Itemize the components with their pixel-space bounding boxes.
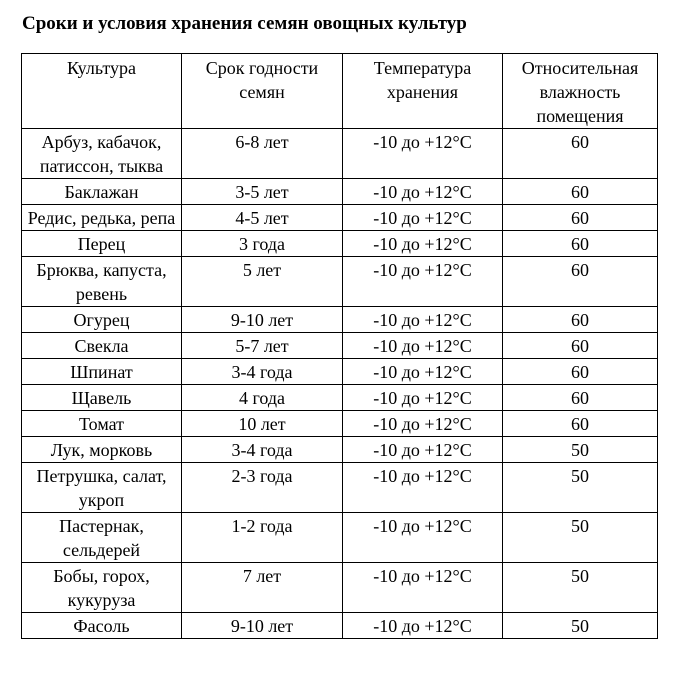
seed-storage-table [21,53,658,639]
crop-cell: Петрушка, салат, укроп [22,463,182,513]
table-row [22,231,658,257]
crop-cell: Шпинат [22,359,182,385]
shelf-life-cell: 5-7 лет [182,333,343,359]
temperature-cell: -10 до +12°C [343,463,503,513]
humidity-cell: 60 [503,179,658,205]
page-title: Сроки и условия хранения семян овощных культур [22,13,467,34]
temperature-cell: -10 до +12°C [343,513,503,563]
shelf-life-cell: 6-8 лет [182,129,343,179]
table-row [22,179,658,205]
shelf-life-cell: 5 лет [182,257,343,307]
crop-cell: Лук, морковь [22,437,182,463]
temperature-cell: -10 до +12°C [343,437,503,463]
temperature-cell: -10 до +12°C [343,385,503,411]
temperature-cell: -10 до +12°C [343,205,503,231]
crop-cell: Фасоль [22,613,182,639]
crop-cell: Огурец [22,307,182,333]
table-row [22,437,658,463]
temperature-cell: -10 до +12°C [343,563,503,613]
table-row [22,463,658,513]
header-row [22,54,658,129]
crop-cell: Щавель [22,385,182,411]
table-body [22,129,658,639]
shelf-life-cell: 9-10 лет [182,307,343,333]
humidity-cell: 50 [503,463,658,513]
table-header [22,54,658,129]
table-row [22,333,658,359]
temperature-cell: -10 до +12°C [343,333,503,359]
temperature-cell: -10 до +12°C [343,613,503,639]
humidity-cell: 60 [503,129,658,179]
shelf-life-cell: 3-4 года [182,359,343,385]
table-row [22,359,658,385]
table-row [22,385,658,411]
humidity-cell: 60 [503,231,658,257]
humidity-cell: 50 [503,437,658,463]
humidity-cell: 60 [503,411,658,437]
shelf-life-cell: 7 лет [182,563,343,613]
humidity-cell: 60 [503,205,658,231]
table-row [22,513,658,563]
shelf-life-cell: 2-3 года [182,463,343,513]
crop-cell: Баклажан [22,179,182,205]
crop-cell: Свекла [22,333,182,359]
shelf-life-cell: 1-2 года [182,513,343,563]
temperature-cell: -10 до +12°C [343,359,503,385]
temperature-cell: -10 до +12°C [343,231,503,257]
table-row [22,257,658,307]
table-row [22,205,658,231]
humidity-cell: 60 [503,359,658,385]
shelf-life-cell: 9-10 лет [182,613,343,639]
crop-cell: Пастернак, сельдерей [22,513,182,563]
humidity-cell: 60 [503,385,658,411]
crop-cell: Арбуз, кабачок, патиссон, тыква [22,129,182,179]
shelf-life-cell: 4-5 лет [182,205,343,231]
crop-cell: Редис, редька, репа [22,205,182,231]
temperature-cell: -10 до +12°C [343,129,503,179]
table-row [22,613,658,639]
shelf-life-cell: 3-5 лет [182,179,343,205]
crop-cell: Брюква, капуста, ревень [22,257,182,307]
crop-cell: Перец [22,231,182,257]
shelf-life-cell: 3-4 года [182,437,343,463]
humidity-cell: 50 [503,563,658,613]
table-row [22,129,658,179]
humidity-cell: 50 [503,513,658,563]
humidity-cell: 60 [503,257,658,307]
humidity-cell: 60 [503,333,658,359]
shelf-life-cell: 10 лет [182,411,343,437]
table-row [22,411,658,437]
header-humidity: Относительная влажность помещения [503,54,658,129]
header-crop: Культура [22,54,182,129]
temperature-cell: -10 до +12°C [343,307,503,333]
temperature-cell: -10 до +12°C [343,257,503,307]
crop-cell: Томат [22,411,182,437]
table-row [22,307,658,333]
header-temperature: Температура хранения [343,54,503,129]
shelf-life-cell: 3 года [182,231,343,257]
crop-cell: Бобы, горох, кукуруза [22,563,182,613]
shelf-life-cell: 4 года [182,385,343,411]
header-shelf-life: Срок годности семян [182,54,343,129]
temperature-cell: -10 до +12°C [343,411,503,437]
humidity-cell: 60 [503,307,658,333]
temperature-cell: -10 до +12°C [343,179,503,205]
table-row [22,563,658,613]
humidity-cell: 50 [503,613,658,639]
